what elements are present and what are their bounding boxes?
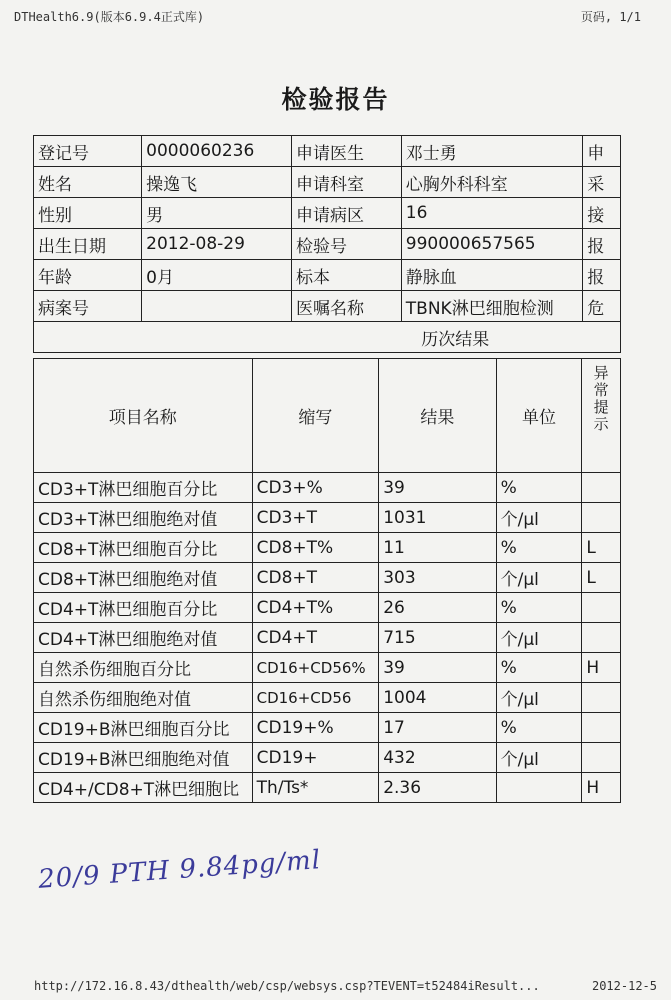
table-row bbox=[34, 653, 621, 683]
info-label: 申请科室 bbox=[291, 167, 401, 198]
info-value bbox=[142, 291, 292, 322]
info-row bbox=[34, 291, 621, 322]
result-result-cell: 11 bbox=[379, 533, 496, 563]
table-row bbox=[34, 503, 621, 533]
info-value: 心胸外科科室 bbox=[401, 167, 582, 198]
info-label-cut: 报 bbox=[583, 229, 621, 260]
column-header-abbr: 缩写 bbox=[252, 359, 379, 473]
result-abbr-cell: CD4+T% bbox=[252, 593, 379, 623]
info-label-cut: 报 bbox=[583, 260, 621, 291]
info-row bbox=[34, 167, 621, 198]
result-name-cell: CD8+T淋巴细胞百分比 bbox=[34, 533, 253, 563]
info-label: 年龄 bbox=[34, 260, 142, 291]
result-abbr-cell: CD4+T bbox=[252, 623, 379, 653]
result-result-cell: 1004 bbox=[379, 683, 496, 713]
info-label: 姓名 bbox=[34, 167, 142, 198]
result-name-cell: CD19+B淋巴细胞百分比 bbox=[34, 713, 253, 743]
info-label: 登记号 bbox=[34, 136, 142, 167]
result-abbr-cell: CD8+T bbox=[252, 563, 379, 593]
result-unit-cell: 个/µl bbox=[496, 563, 582, 593]
column-header-unit: 单位 bbox=[496, 359, 582, 473]
flag-header-text: 异常提示 bbox=[591, 365, 610, 433]
result-unit-cell: % bbox=[496, 473, 582, 503]
table-row bbox=[34, 593, 621, 623]
result-name-cell: CD19+B淋巴细胞绝对值 bbox=[34, 743, 253, 773]
info-value: 静脉血 bbox=[401, 260, 582, 291]
result-flag-cell bbox=[582, 713, 621, 743]
info-value: 操逸飞 bbox=[142, 167, 292, 198]
table-row bbox=[34, 563, 621, 593]
table-row bbox=[34, 623, 621, 653]
result-abbr-cell: CD3+% bbox=[252, 473, 379, 503]
result-abbr-cell: CD3+T bbox=[252, 503, 379, 533]
history-spacer bbox=[34, 322, 402, 353]
table-row bbox=[34, 533, 621, 563]
result-unit-cell bbox=[496, 773, 582, 803]
result-flag-cell bbox=[582, 503, 621, 533]
column-header-result: 结果 bbox=[379, 359, 496, 473]
result-result-cell: 26 bbox=[379, 593, 496, 623]
table-row bbox=[34, 743, 621, 773]
info-row bbox=[34, 198, 621, 229]
table-row bbox=[34, 473, 621, 503]
table-row bbox=[34, 713, 621, 743]
result-result-cell: 39 bbox=[379, 653, 496, 683]
result-name-cell: CD4+/CD8+T淋巴细胞比 bbox=[34, 773, 253, 803]
info-label: 检验号 bbox=[291, 229, 401, 260]
result-flag-cell bbox=[582, 623, 621, 653]
handwritten-note: 20/9 PTH 9.84pg/ml bbox=[37, 845, 323, 895]
result-unit-cell: % bbox=[496, 593, 582, 623]
info-value: 邓士勇 bbox=[401, 136, 582, 167]
result-name-cell: 自然杀伤细胞绝对值 bbox=[34, 683, 253, 713]
result-result-cell: 1031 bbox=[379, 503, 496, 533]
result-unit-cell: % bbox=[496, 713, 582, 743]
result-result-cell: 715 bbox=[379, 623, 496, 653]
info-label: 标本 bbox=[291, 260, 401, 291]
app-version-header: DTHealth6.9(版本6.9.4正式库) bbox=[14, 10, 205, 24]
result-result-cell: 17 bbox=[379, 713, 496, 743]
result-result-cell: 303 bbox=[379, 563, 496, 593]
page-number: 页码, 1/1 bbox=[580, 10, 641, 24]
result-result-cell: 39 bbox=[379, 473, 496, 503]
table-row bbox=[34, 773, 621, 803]
footer-url: http://172.16.8.43/dthealth/web/csp/websys.csp?TEVENT=t52484iResult... bbox=[34, 979, 540, 993]
info-value: 0月 bbox=[142, 260, 292, 291]
results-table bbox=[33, 358, 621, 803]
result-name-cell: CD8+T淋巴细胞绝对值 bbox=[34, 563, 253, 593]
result-flag-cell: H bbox=[582, 773, 621, 803]
result-flag-cell: L bbox=[582, 533, 621, 563]
info-label: 申请病区 bbox=[291, 198, 401, 229]
info-value: 990000657565 bbox=[401, 229, 582, 260]
history-results-label: 历次结果 bbox=[401, 322, 620, 353]
info-row bbox=[34, 229, 621, 260]
info-label-cut: 采 bbox=[583, 167, 621, 198]
result-result-cell: 432 bbox=[379, 743, 496, 773]
info-label: 医嘱名称 bbox=[291, 291, 401, 322]
report-title: 检验报告 bbox=[281, 85, 390, 114]
result-flag-cell: H bbox=[582, 653, 621, 683]
result-flag-cell bbox=[582, 743, 621, 773]
info-label: 性别 bbox=[34, 198, 142, 229]
info-label-cut: 危 bbox=[583, 291, 621, 322]
info-value: 16 bbox=[401, 198, 582, 229]
result-abbr-cell: CD16+CD56 bbox=[252, 683, 379, 713]
result-result-cell: 2.36 bbox=[379, 773, 496, 803]
result-name-cell: CD3+T淋巴细胞绝对值 bbox=[34, 503, 253, 533]
result-abbr-cell: CD8+T% bbox=[252, 533, 379, 563]
result-abbr-cell: CD16+CD56% bbox=[252, 653, 379, 683]
column-header-name: 项目名称 bbox=[34, 359, 253, 473]
info-value: 2012-08-29 bbox=[142, 229, 292, 260]
footer-date: 2012-12-5 bbox=[591, 979, 657, 993]
result-name-cell: 自然杀伤细胞百分比 bbox=[34, 653, 253, 683]
result-flag-cell: L bbox=[582, 563, 621, 593]
info-value: TBNK淋巴细胞检测 bbox=[401, 291, 582, 322]
result-unit-cell: 个/µl bbox=[496, 503, 582, 533]
result-flag-cell bbox=[582, 473, 621, 503]
info-label-cut: 接 bbox=[583, 198, 621, 229]
result-flag-cell bbox=[582, 683, 621, 713]
result-name-cell: CD4+T淋巴细胞绝对值 bbox=[34, 623, 253, 653]
info-label: 病案号 bbox=[34, 291, 142, 322]
result-unit-cell: % bbox=[496, 533, 582, 563]
print-footer bbox=[34, 979, 657, 993]
column-header-flag bbox=[582, 359, 621, 473]
info-row bbox=[34, 136, 621, 167]
result-abbr-cell: CD19+% bbox=[252, 713, 379, 743]
result-name-cell: CD3+T淋巴细胞百分比 bbox=[34, 473, 253, 503]
info-label: 出生日期 bbox=[34, 229, 142, 260]
info-label-cut: 申 bbox=[583, 136, 621, 167]
result-unit-cell: 个/µl bbox=[496, 623, 582, 653]
result-name-cell: CD4+T淋巴细胞百分比 bbox=[34, 593, 253, 623]
result-unit-cell: % bbox=[496, 653, 582, 683]
result-unit-cell: 个/µl bbox=[496, 743, 582, 773]
result-flag-cell bbox=[582, 593, 621, 623]
info-label: 申请医生 bbox=[291, 136, 401, 167]
info-value: 0000060236 bbox=[142, 136, 292, 167]
info-value: 男 bbox=[142, 198, 292, 229]
info-row bbox=[34, 260, 621, 291]
result-abbr-cell: Th/Ts* bbox=[252, 773, 379, 803]
result-abbr-cell: CD19+ bbox=[252, 743, 379, 773]
table-row bbox=[34, 683, 621, 713]
result-unit-cell: 个/µl bbox=[496, 683, 582, 713]
